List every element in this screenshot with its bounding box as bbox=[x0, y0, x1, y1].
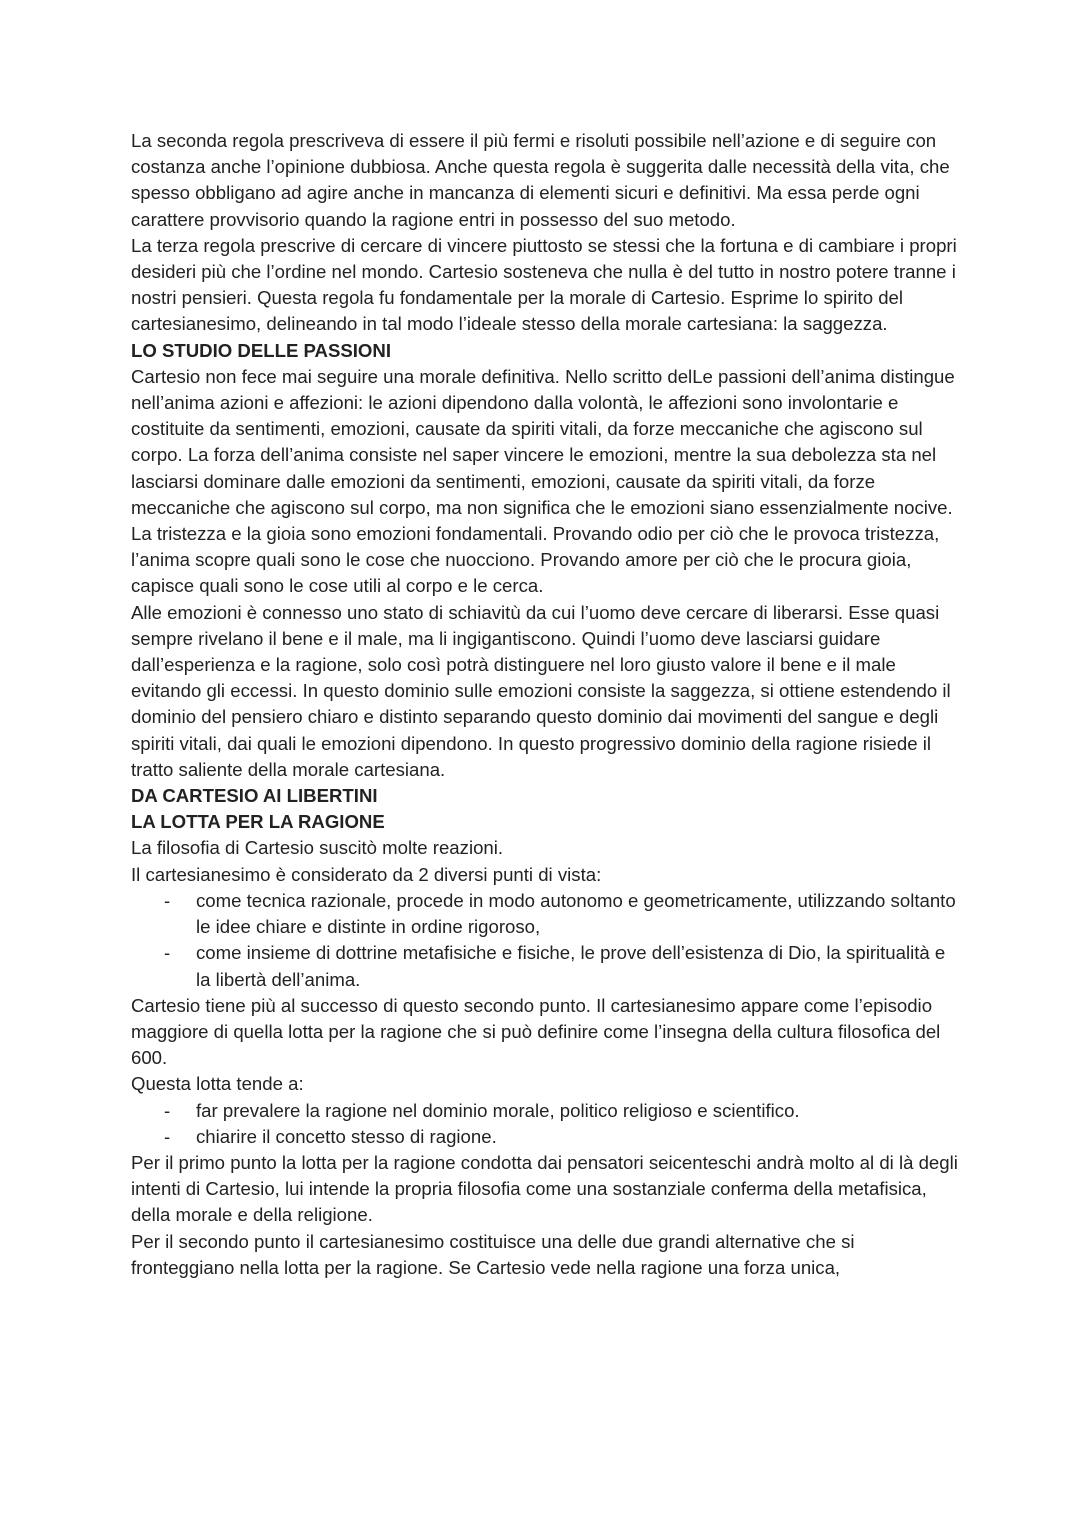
section-heading: LO STUDIO DELLE PASSIONI bbox=[131, 339, 391, 361]
list-dash-marker: - bbox=[164, 942, 171, 964]
list-item-text: chiarire il concetto stesso di ragione. bbox=[196, 1125, 497, 1147]
list-item-text: far prevalere la ragione nel dominio morale, politico religioso e scientifico. bbox=[196, 1099, 800, 1121]
paragraph: Per il primo punto la lotta per la ragione condotta dai pensatori seicenteschi andrà molto al di là degli intenti di Cartesio, lui intende la propria filosofia come una sostanziale conferma della metafisica, della morale e della religione. bbox=[131, 1151, 958, 1226]
paragraph: Cartesio tiene più al successo di questo secondo punto. Il cartesianesimo appare come l’episodio maggiore di quella lotta per la ragione che si può definire come l’insegna della cultura filosofica del 600. bbox=[131, 994, 941, 1069]
section-heading: LA LOTTA PER LA RAGIONE bbox=[131, 811, 385, 833]
list-item bbox=[131, 1098, 961, 1124]
paragraph: La tristezza e la gioia sono emozioni fondamentali. Provando odio per ciò che le provoca tristezza, l’anima scopre quali sono le cose che nuocciono. Provando amore per ciò che le procura gioia, capisce quali sono le cose utili al corpo e le cerca. bbox=[131, 523, 940, 597]
section-heading: DA CARTESIO AI LIBERTINI bbox=[131, 785, 378, 807]
paragraph: La seconda regola prescriveva di essere il più fermi e risoluti possibile nell’azione e di seguire con costanza anche l’opinione dubbiosa. Anche questa regola è suggerita dalle necessità della vita, che spesso obbligano ad agire anche in mancanza di elementi sicuri e definitivi. Ma essa perde ogni carattere provvisorio quando la ragione entri in possesso del suo metodo. bbox=[131, 130, 950, 230]
paragraph: Per il secondo punto il cartesianesimo costituisce una delle due grandi alternative che si fronteggiano nella lotta per la ragione. Se Cartesio vede nella ragione una forza unica, bbox=[131, 1230, 855, 1278]
list-item bbox=[131, 940, 961, 992]
list-dash-marker: - bbox=[164, 1099, 171, 1121]
list-dash-marker: - bbox=[164, 889, 171, 911]
list-item bbox=[131, 888, 961, 940]
list-item-text: come insieme di dottrine metafisiche e fisiche, le prove dell’esistenza di Dio, la spiritualità e la libertà dell’anima. bbox=[196, 942, 946, 990]
bullet-list bbox=[131, 888, 961, 993]
list-item-text: come tecnica razionale, procede in modo autonomo e geometricamente, utilizzando soltanto le idee chiare e distinte in ordine rigoroso, bbox=[196, 889, 956, 938]
list-item bbox=[131, 1124, 961, 1150]
paragraph: Il cartesianesimo è considerato da 2 diversi punti di vista: bbox=[131, 863, 602, 885]
paragraph: Cartesio non fece mai seguire una morale definitiva. Nello scritto delLe passioni dell’anima distingue nell’anima azioni e affezioni: le azioni dipendono dalla volontà, le affezioni sono involontarie e costituite da sentimenti, emozioni, causate da spiriti vitali, da forze meccaniche che agiscono sul corpo. La forza dell’anima consiste nel saper vincere le emozioni, mentre la sua debolezza sta nel lasciarsi dominare dalle emozioni da sentimenti, emozioni, causate da spiriti vitali, da forze meccaniche che agiscono sul corpo, ma non significa che le emozioni siano essenzialmente nocive. bbox=[131, 365, 955, 518]
list-dash-marker: - bbox=[164, 1125, 171, 1147]
paragraph: Questa lotta tende a: bbox=[131, 1073, 304, 1095]
document-page bbox=[131, 128, 961, 1281]
paragraph: Alle emozioni è connesso uno stato di schiavitù da cui l’uomo deve cercare di liberarsi. Esse quasi sempre rivelano il bene e il male, ma li ingigantiscono. Quindi l’uomo deve lasciarsi guidare dall’esperienza e la ragione, solo così potrà distinguere nel loro giusto valore il bene e il male evitando gli eccessi. In questo dominio sulle emozioni consiste la saggezza, si ottiene estendendo il dominio del pensiero chiaro e distinto separando questo dominio dai movimenti del sangue e degli spiriti vitali, dai quali le emozioni dipendono. In questo progressivo dominio della ragione risiede il tratto saliente della morale cartesiana. bbox=[131, 601, 951, 780]
bullet-list bbox=[131, 1098, 961, 1150]
paragraph: La filosofia di Cartesio suscitò molte reazioni. bbox=[131, 837, 504, 859]
paragraph: La terza regola prescrive di cercare di vincere piuttosto se stessi che la fortuna e di cambiare i propri desideri più che l’ordine nel mondo. Cartesio sosteneva che nulla è del tutto in nostro potere tranne i nostri pensieri. Questa regola fu fondamentale per la morale di Cartesio. Esprime lo spirito del cartesianesimo, delineando in tal modo l’ideale stesso della morale cartesiana: la saggezza. bbox=[131, 234, 957, 335]
